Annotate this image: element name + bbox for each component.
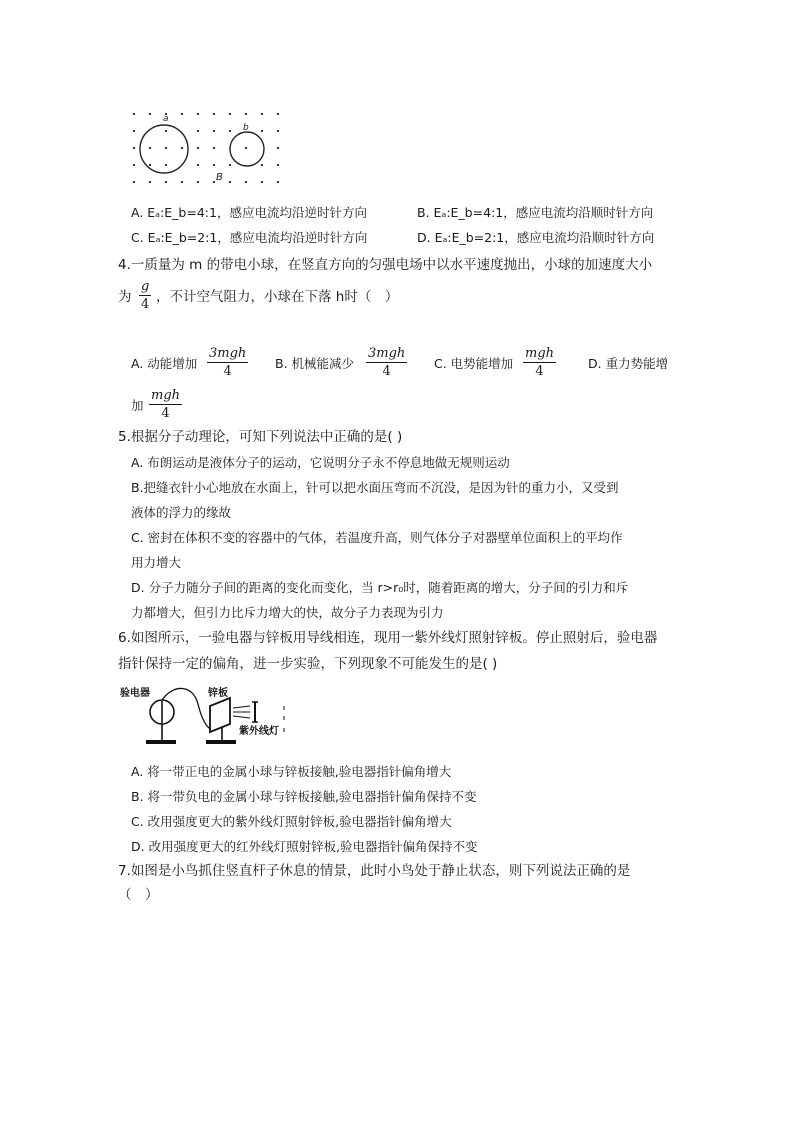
q4-stem-line1: 4.一质量为 m 的带电小球，在竖直方向的匀强电场中以水平速度抛出，小球的加速度大小 <box>118 257 653 273</box>
q4-accel-fraction <box>139 279 151 312</box>
field-dot <box>213 147 215 149</box>
field-dot <box>197 164 199 166</box>
frac-denominator: 4 <box>141 297 150 312</box>
zinc-plate-label: 锌板 <box>208 688 228 699</box>
field-dot <box>165 130 167 132</box>
field-dot <box>197 113 199 115</box>
field-dot <box>149 181 151 183</box>
q5-option-d: D. 分子力随分子间的距离的变化而变化，当 r>r₀时，随着距离的增大，分子间的引力和斥 <box>131 580 629 595</box>
label-a: a <box>163 114 169 124</box>
field-dot <box>133 164 135 166</box>
q3-option-d: D. Eₐ:E_b=2:1，感应电流均沿顺时针方向 <box>417 230 655 245</box>
q6-option-c: C. 改用强度更大的紫外线灯照射锌板,验电器指针偏角增大 <box>131 814 452 829</box>
field-dot <box>213 181 215 183</box>
q4-option-d-fraction <box>149 388 182 421</box>
q6-stem-line2: 指针保持一定的偏角，进一步实验，下列现象不可能发生的是( ) <box>118 656 498 672</box>
zinc-plate <box>210 698 230 732</box>
field-dot <box>165 181 167 183</box>
q4-option-a-label: A. 动能增加 <box>131 356 198 371</box>
magnetic-field-circles-figure <box>128 106 288 192</box>
frac-denominator: 4 <box>382 364 391 379</box>
field-dot <box>165 147 167 149</box>
electroscope-label: 验电器 <box>120 688 150 699</box>
q6-option-d: D. 改用强度更大的红外线灯照射锌板,验电器指针偏角保持不变 <box>131 839 478 854</box>
field-dot <box>213 113 215 115</box>
field-dot <box>277 130 279 132</box>
frac-numerator: 3mgh <box>209 346 247 361</box>
frac-denominator: 4 <box>161 406 170 421</box>
field-dot <box>149 113 151 115</box>
frac-numerator: g <box>141 279 150 294</box>
field-dot <box>197 130 199 132</box>
field-dot <box>181 181 183 183</box>
q4-option-c-fraction <box>523 346 556 379</box>
field-dot <box>277 113 279 115</box>
q6-option-a: A. 将一带正电的金属小球与锌板接触,验电器指针偏角增大 <box>131 764 452 779</box>
q5-option-d-cont: 力都增大，但引力比斥力增大的快，故分子力表现为引力 <box>131 605 444 620</box>
q4-option-d-label: D. 重力势能增 <box>588 356 669 371</box>
electroscope-zinc-plate-figure <box>118 684 290 750</box>
q4-option-b-fraction <box>366 346 407 379</box>
q7-stem-line1: 7.如图是小鸟抓住竖直杆子休息的情景，此时小鸟处于静止状态，则下列说法正确的是 <box>118 863 631 879</box>
field-dot <box>277 147 279 149</box>
field-dot <box>213 130 215 132</box>
uv-ray <box>233 716 250 718</box>
q5-option-b: B.把缝衣针小心地放在水面上，针可以把水面压弯而不沉没，是因为针的重力小，又受到 <box>131 480 619 495</box>
field-dot <box>245 147 247 149</box>
frac-numerator: mgh <box>151 388 181 403</box>
field-dot <box>181 113 183 115</box>
field-dot <box>261 164 263 166</box>
field-dot <box>181 147 183 149</box>
field-dot <box>245 113 247 115</box>
label-B: B <box>216 172 223 183</box>
field-dot <box>261 181 263 183</box>
q4-stem-pre: 为 <box>118 289 132 305</box>
frac-numerator: 3mgh <box>368 346 406 361</box>
uv-ray <box>233 706 250 708</box>
frac-denominator: 4 <box>223 364 232 379</box>
field-dot <box>245 181 247 183</box>
q4-option-c-label: C. 电势能增加 <box>434 356 514 371</box>
field-dot <box>133 181 135 183</box>
frac-numerator: mgh <box>525 346 555 361</box>
circle-a <box>140 125 188 173</box>
field-dots <box>133 113 279 183</box>
field-dot <box>165 164 167 166</box>
field-dot <box>277 181 279 183</box>
field-dot <box>197 181 199 183</box>
q4-stem-post: ，不计空气阻力，小球在下落 h时（ ） <box>156 289 399 305</box>
frac-denominator: 4 <box>535 364 544 379</box>
field-dot <box>133 147 135 149</box>
q3-option-b: B. Eₐ:E_b=4:1，感应电流均沿顺时针方向 <box>417 205 654 220</box>
q5-stem: 5.根据分子动理论，可知下列说法中正确的是( ) <box>118 429 403 445</box>
uv-lamp-label: 紫外线灯 <box>239 726 279 737</box>
electroscope-base <box>146 740 176 744</box>
field-dot <box>149 164 151 166</box>
field-dot <box>213 164 215 166</box>
q5-option-c: C. 密封在体积不变的容器中的气体，若温度升高，则气体分子对器壁单位面积上的平均作 <box>131 530 623 545</box>
q4-option-b-label: B. 机械能减少 <box>275 356 355 371</box>
q3-option-c: C. Eₐ:E_b=2:1，感应电流均沿逆时针方向 <box>131 230 368 245</box>
q6-stem-line1: 6.如图所示，一验电器与锌板用导线相连，现用一紫外线灯照射锌板。停止照射后，验电器 <box>118 630 658 646</box>
field-dot <box>229 130 231 132</box>
q4-option-a-fraction <box>207 346 248 379</box>
field-dot <box>133 113 135 115</box>
field-dot <box>261 113 263 115</box>
q5-option-b-cont: 液体的浮力的缘故 <box>131 505 232 520</box>
field-dot <box>229 113 231 115</box>
field-dot <box>229 181 231 183</box>
q7-stem-line2: （ ） <box>118 887 159 903</box>
circle-b <box>230 132 264 166</box>
field-dot <box>149 147 151 149</box>
field-dot <box>261 130 263 132</box>
q5-option-a: A. 布朗运动是液体分子的运动，它说明分子永不停息地做无规则运动 <box>131 455 510 470</box>
field-dot <box>229 164 231 166</box>
q4-option-d-label-cont: 加 <box>131 398 144 413</box>
label-b: b <box>243 123 249 133</box>
field-dot <box>277 164 279 166</box>
q5-option-c-cont: 用力增大 <box>131 555 182 570</box>
field-dot <box>197 147 199 149</box>
q6-option-b: B. 将一带负电的金属小球与锌板接触,验电器指针偏角保持不变 <box>131 789 477 804</box>
field-dot <box>133 130 135 132</box>
q3-option-a: A. Eₐ:E_b=4:1，感应电流均沿逆时针方向 <box>131 205 367 220</box>
zinc-plate-base <box>206 740 236 744</box>
